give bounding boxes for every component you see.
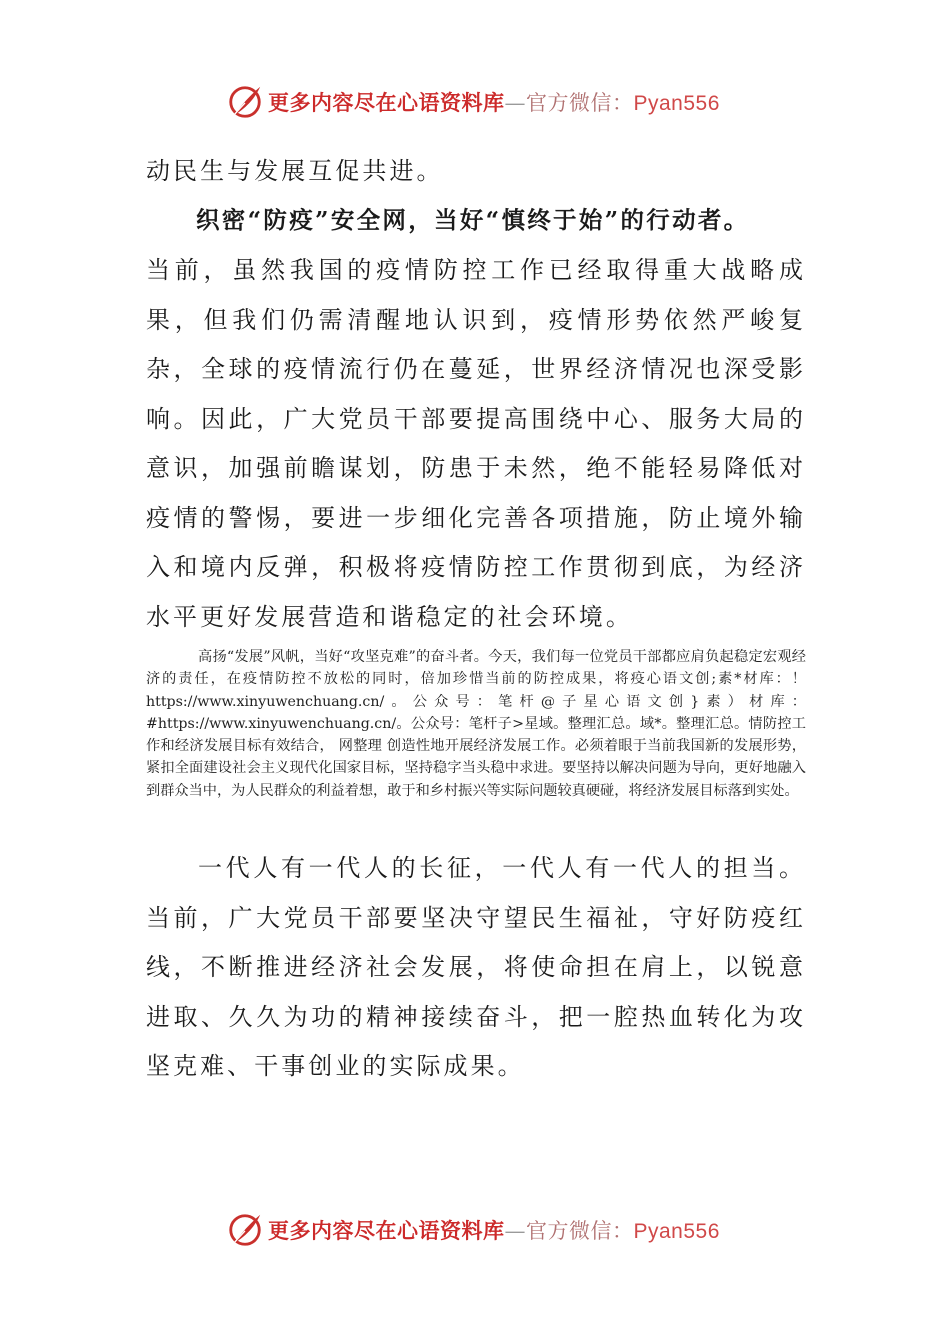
banner-wechat-label: 官方微信： <box>526 91 634 115</box>
banner-lead: 更多内容尽在心语资料库 <box>268 1218 505 1243</box>
banner-wechat-label: 官方微信： <box>526 1219 634 1243</box>
banner-wechat-id: Pyan556 <box>633 1220 720 1243</box>
quill-pen-logo-icon <box>226 83 264 121</box>
quill-pen-logo-icon <box>226 1211 264 1249</box>
banner-wechat-id: Pyan556 <box>633 92 720 115</box>
footer-banner <box>226 1210 746 1250</box>
banner-lead: 更多内容尽在心语资料库 <box>268 90 505 115</box>
header-banner <box>226 82 746 122</box>
banner-text <box>268 87 720 117</box>
paragraph-prevention: 当前，虽然我国的疫情防控工作已经取得重大战略成果，但我们仍需清醒地认识到，疫情形势依然严峻复杂，全球的疫情流行仍在蔓延，世界经济情况也深受影响。因此，广大党员干部要提高围绕中心、服务大局的意识，加强前瞻谋划，防患于未然，绝不能轻易降低对疫情的警惕，要进一步细化完善各项措施，防止境外输入和境内反弹，积极将疫情防控工作贯彻到底，为经济水平更好发展营造和谐稳定的社会环境。 <box>146 256 806 631</box>
banner-dash: — <box>504 1219 526 1243</box>
paragraph-intro-end: 动民生与发展互促共进。 <box>146 157 444 185</box>
banner-dash: — <box>504 91 526 115</box>
paragraph-development: 高扬“发展”风帆，当好“攻坚克难”的奋斗者。今天，我们每一位党员干部都应肩负起稳定宏观经济的责任，在疫情防控不放松的同时，倍加珍惜当前的防控成果，将疫心语文创;素*材库：！ https://www.xinyuwenchuang.cn/。公众号：笔杆@子星心语文创}素）材库：#https://www.xinyuwenchuang.cn/。公众号：笔杆子>星域。整理汇总。域*。整理汇总。情防控工作和经济发展目标有效结合， 网整理 创造性地开展经济发展工作。必须着眼于当前我国新的发展形势，紧扣全面建设社会主义现代化国家目标，坚持稳字当头稳中求进。要坚持以解决问题为导向，更好地融入到群众当中，为人民群众的利益着想，敢于和乡村振兴等实际问题较真硬碰，将经济发展目标落到实处。 <box>146 649 806 799</box>
paragraph-conclusion: 一代人有一代人的长征，一代人有一代人的担当。当前，广大党员干部要坚决守望民生福祉，守好防疫红线，不断推进经济社会发展，将使命担在肩上，以锐意进取、久久为功的精神接续奋斗，把一腔热血转化为攻坚克难、干事创业的实际成果。 <box>146 854 806 1080</box>
section-heading: 织密“防疫”安全网，当好“慎终于始”的行动者。 <box>196 206 750 234</box>
banner-text <box>268 1215 720 1245</box>
